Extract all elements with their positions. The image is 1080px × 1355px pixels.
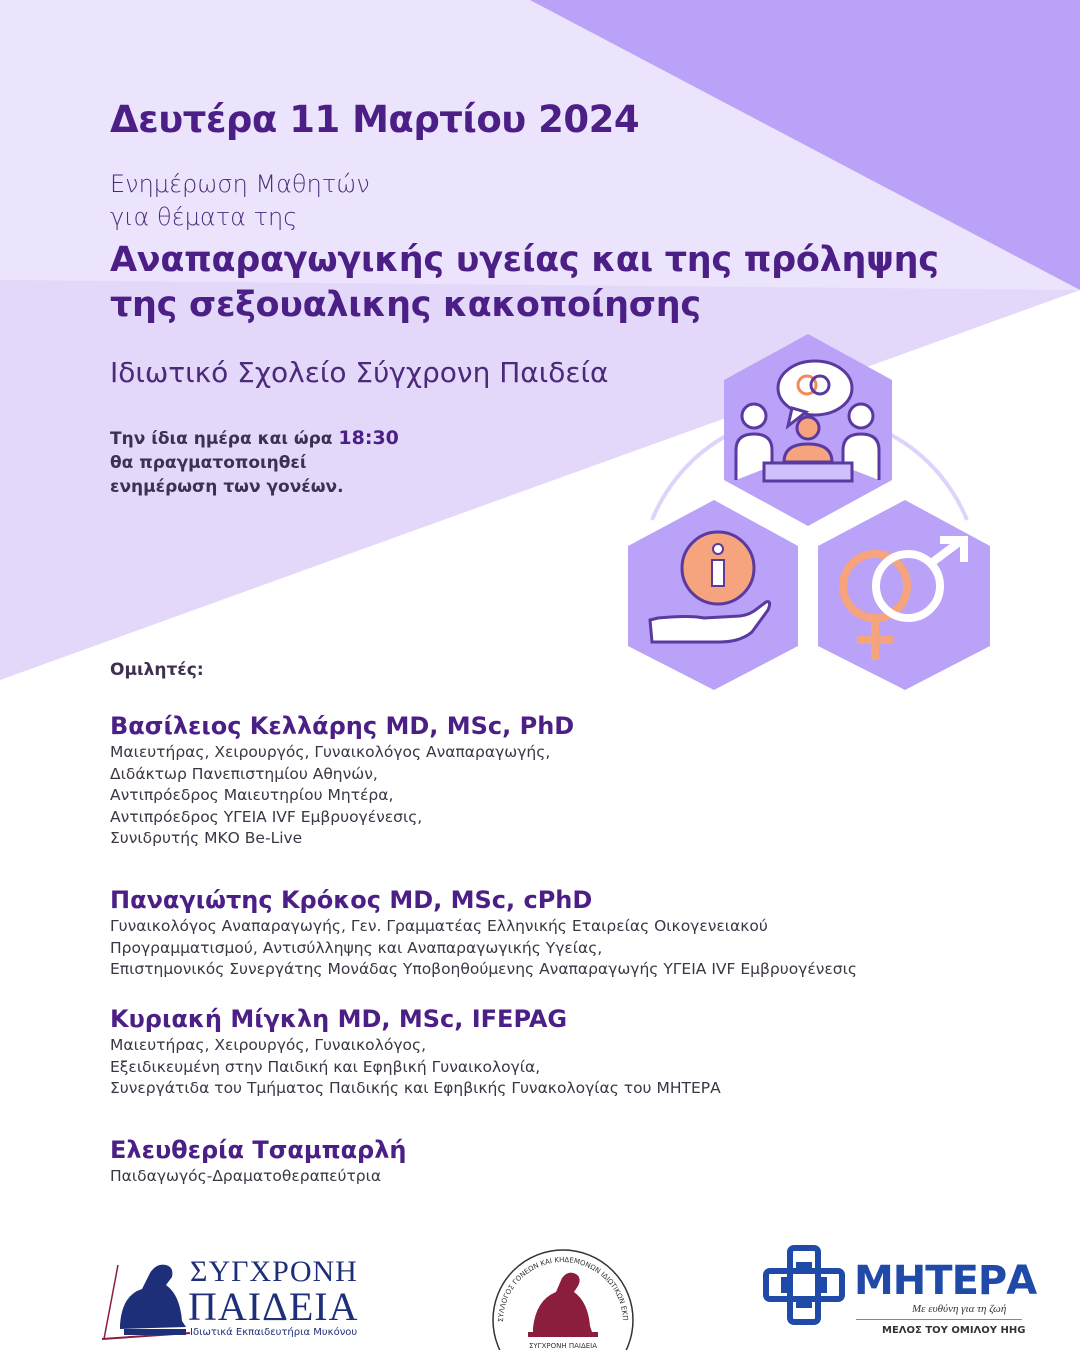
parents-note: [110, 426, 399, 499]
speaker-description: Γυναικολόγος Αναπαραγωγής, Γεν. Γραμματέας Ελληνικής Εταιρείας Οικογενειακού Προγραμματισμού, Αντισύλληψης και Αναπαραγωγικής Υγείας, Επιστημονικός Συνεργάτης Μονάδας Υποβοηθούμενης Αναπαραγωγής ΥΓΕΙΑ IVF Εμβρυογένεσις: [110, 917, 857, 978]
parents-note-time: 18:30: [338, 427, 399, 449]
sphinx-icon: [100, 1255, 195, 1345]
headline: [110, 238, 939, 328]
speaker-description: Παιδαγωγός-Δραματοθεραπεύτρια: [110, 1167, 382, 1185]
logo-left-line-1: ΣΥΓΧΡΟΝΗ: [190, 1255, 358, 1288]
parents-note-line-1: [110, 426, 399, 451]
conversation-icon: [724, 334, 892, 526]
speaker-description: Μαιευτήρας, Χειρουργός, Γυναικολόγος, Εξειδικευμένη στην Παιδική και Εφηβική Γυναικολογία, Συνεργάτιδα του Τμήματος Παιδικής και Εφηβικής Γυνακολογίας του ΜΗΤΕΡΑ: [110, 1036, 721, 1097]
speaker-name: Κυριακή Μίγκλη MD, MSc, IFEPAG: [110, 1005, 568, 1033]
speaker-2: [110, 884, 857, 981]
sygxroni-paideia-logo: [100, 1255, 370, 1345]
mitera-tagline: Με ευθύνη για τη ζωή: [912, 1303, 1007, 1315]
parents-note-line-3: ενημέρωση των γονέων.: [110, 477, 344, 497]
speaker-3: [110, 1003, 721, 1100]
logo-left-line-2: ΠΑΙΔΕΙΑ: [188, 1284, 359, 1329]
seal-ring-path-text: ΣΥΛΛΟΓΟΣ ΓΟΝΕΩΝ ΚΑΙ ΚΗΔΕΜΟΝΩΝ ΙΔΙΩΤΙΚΩΝ ΕΚΠ: [496, 1255, 630, 1323]
seal-bottom-text: ΣΥΓΧΡΟΝΗ ΠΑΙΔΕΙΑ: [528, 1342, 598, 1350]
school-name: Ιδιωτικό Σχολείο Σύγχρονη Παιδεία: [110, 356, 609, 389]
headline-line-2: της σεξουαλικης κακοποίησης: [110, 285, 701, 325]
mitera-cross-icon: [762, 1245, 846, 1325]
speaker-1: [110, 710, 574, 850]
speaker-4: [110, 1134, 407, 1188]
mitera-name: ΜΗΤΕΡΑ: [854, 1258, 1037, 1304]
speaker-name: Βασίλειος Κελλάρης MD, MSc, PhD: [110, 712, 575, 740]
speaker-name: Παναγιώτης Κρόκος MD, MSc, cPhD: [110, 886, 593, 914]
association-seal-icon: [488, 1240, 638, 1350]
speaker-name: Ελευθερία Τσαμπαρλή: [110, 1136, 407, 1164]
intro-line-1: Ενημέρωση Μαθητών: [110, 170, 370, 198]
intro-text: [110, 168, 370, 234]
info-hand-icon: [628, 500, 798, 690]
gender-symbols-icon: [818, 500, 990, 690]
parents-association-logo: [488, 1240, 638, 1350]
mitera-divider: [856, 1319, 1022, 1320]
mitera-member-text: ΜΕΛΟΣ ΤΟΥ ΟΜΙΛΟΥ HHG: [882, 1325, 1026, 1336]
intro-line-2: για θέματα της: [110, 203, 298, 231]
event-date: Δευτέρα 11 Μαρτίου 2024: [110, 98, 640, 141]
icon-cluster: [600, 330, 1020, 710]
logo-left-subtitle: Ιδιωτικά Εκπαιδευτήρια Μυκόνου: [190, 1327, 358, 1338]
parents-note-prefix: Την ίδια ημέρα και ώρα: [110, 429, 339, 449]
speakers-label: Ομιλητές:: [110, 660, 204, 680]
headline-line-1: Αναπαραγωγικής υγείας και της πρόληψης: [110, 240, 939, 280]
speaker-description: Μαιευτήρας, Χειρουργός, Γυναικολόγος Αναπαραγωγής, Διδάκτωρ Πανεπιστημίου Αθηνών, Αντιπρόεδρος Μαιευτηρίου Μητέρα, Αντιπρόεδρος ΥΓΕΙΑ IVF Εμβρυογένεσις, Συνιδρυτής ΜΚΟ Be-Live: [110, 743, 551, 847]
mitera-logo: [762, 1245, 1037, 1345]
parents-note-line-2: θα πραγματοποιηθεί: [110, 453, 307, 473]
